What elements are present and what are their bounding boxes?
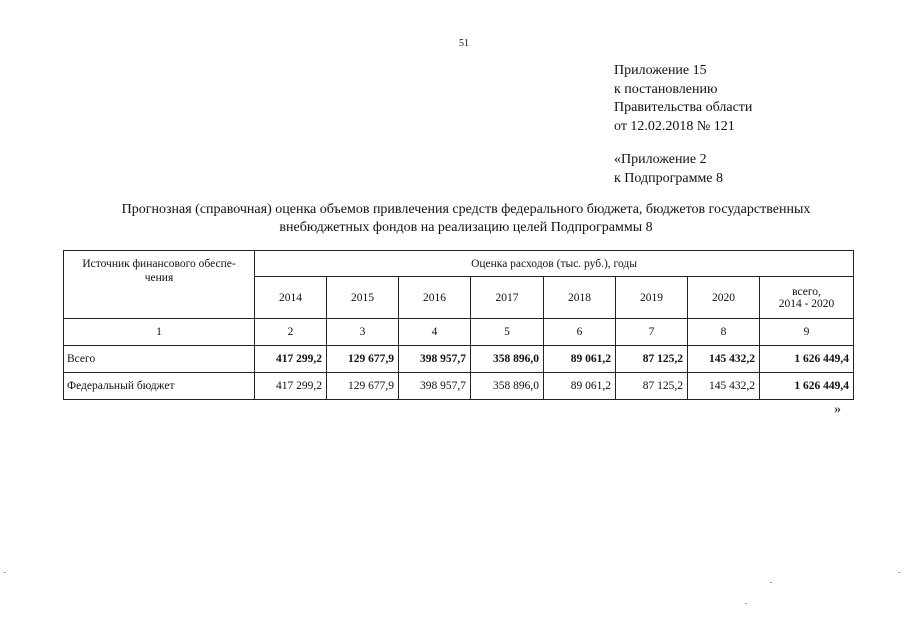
scan-speck (770, 582, 772, 583)
appendix-line: «Приложение 2 (614, 152, 707, 167)
year-header: 2018 (544, 277, 616, 319)
column-number: 9 (760, 319, 854, 346)
table-row-federal (64, 373, 854, 400)
appendix-line: от 12.02.2018 № 121 (614, 118, 735, 134)
header-text: чения (144, 272, 174, 284)
year-header: 2020 (688, 277, 760, 319)
header-text: 2014 - 2020 (778, 297, 835, 310)
document-title (80, 201, 852, 237)
column-number: 7 (616, 319, 688, 346)
appendix-line: к постановлению (614, 81, 718, 97)
scan-speck (898, 572, 900, 573)
column-number: 8 (688, 319, 760, 346)
table-cell: 398 957,7 (399, 346, 471, 373)
appendix-line: к Подпрограмме 8 (614, 170, 724, 186)
table-row-total (64, 346, 854, 373)
appendix-line: Приложение 15 (614, 63, 707, 78)
year-header: 2015 (327, 277, 399, 319)
table-cell: 145 432,2 (688, 373, 760, 400)
table-cell: 417 299,2 (255, 373, 327, 400)
row-label: Всего (64, 346, 255, 373)
year-header: 2019 (616, 277, 688, 319)
year-header: 2016 (399, 277, 471, 319)
column-number: 4 (399, 319, 471, 346)
table-cell: 398 957,7 (399, 373, 471, 400)
table-cell: 89 061,2 (544, 346, 616, 373)
table-cell: 89 061,2 (544, 373, 616, 400)
column-number: 2 (255, 319, 327, 346)
table-cell: 129 677,9 (327, 346, 399, 373)
title-line: внебюджетных фондов на реализацию целей Подпрограммы 8 (279, 220, 653, 235)
table-cell: 129 677,9 (327, 373, 399, 400)
column-number: 3 (327, 319, 399, 346)
column-number: 1 (64, 319, 255, 346)
table-cell-total: 1 626 449,4 (760, 346, 854, 373)
year-header: 2014 (255, 277, 327, 319)
page-number: 51 (459, 38, 469, 49)
table-cell: 87 125,2 (616, 346, 688, 373)
column-number-row (64, 319, 854, 346)
header-text: Источник финансового обеспе- (82, 258, 236, 270)
table-cell: 417 299,2 (255, 346, 327, 373)
appendix-line: Правительства области (614, 100, 753, 115)
year-header: 2017 (471, 277, 544, 319)
scan-speck (4, 572, 6, 573)
table-cell: 87 125,2 (616, 373, 688, 400)
header-text: всего, (792, 285, 821, 298)
group-header: Оценка расходов (тыс. руб.), годы (255, 251, 854, 277)
funding-estimates-table (63, 250, 854, 400)
row-label: Федеральный бюджет (64, 373, 255, 400)
table-cell: 358 896,0 (471, 346, 544, 373)
source-header (64, 251, 255, 319)
total-header (760, 277, 854, 319)
table-cell: 145 432,2 (688, 346, 760, 373)
header-row (64, 251, 854, 277)
column-number: 5 (471, 319, 544, 346)
scan-speck (745, 603, 747, 604)
table-cell: 358 896,0 (471, 373, 544, 400)
table-cell-total: 1 626 449,4 (760, 373, 854, 400)
column-number: 6 (544, 319, 616, 346)
appendix-reference (614, 62, 752, 136)
original-appendix-reference (614, 151, 723, 188)
title-line: Прогнозная (справочная) оценка объемов привлечения средств федерального бюджета, бюджетов государственных (121, 202, 811, 217)
closing-quote: » (834, 402, 841, 417)
